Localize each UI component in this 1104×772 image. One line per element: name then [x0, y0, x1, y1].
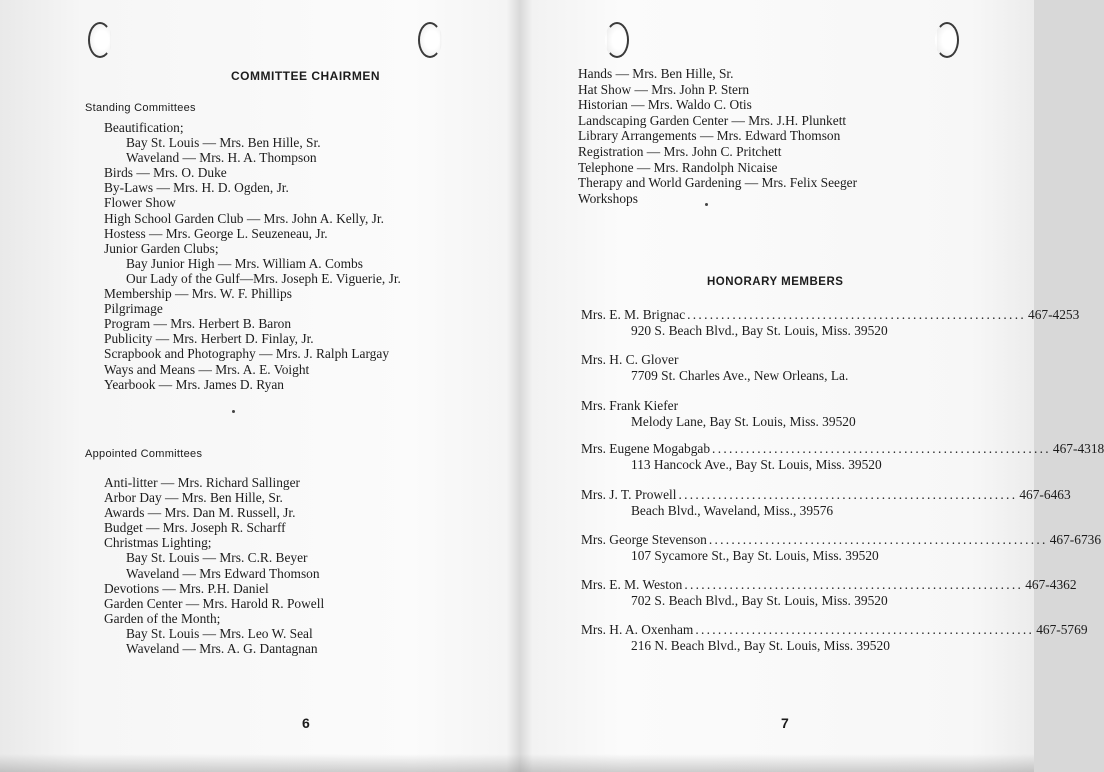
- member-name: Mrs. H. C. Glover: [581, 352, 679, 367]
- committee-line: Yearbook — Mrs. James D. Ryan: [104, 376, 284, 392]
- committee-line: Hands — Mrs. Ben Hille, Sr.: [578, 66, 734, 81]
- member-entry: [581, 307, 1080, 339]
- member-address: 920 S. Beach Blvd., Bay St. Louis, Miss. 39520: [631, 323, 888, 338]
- committee-line: Publicity — Mrs. Herbert D. Finlay, Jr.: [104, 331, 314, 347]
- committee-line: Waveland — Mrs. A. G. Dantagnan: [126, 641, 318, 657]
- committee-line: Landscaping Garden Center — Mrs. J.H. Plunkett: [578, 112, 847, 128]
- committee-line: Awards — Mrs. Dan M. Russell, Jr.: [104, 505, 296, 521]
- member-name: Mrs. George Stevenson: [581, 532, 707, 547]
- committee-line: Ways and Means — Mrs. A. E. Voight: [104, 361, 310, 377]
- dot-leader: ............................................................: [684, 577, 1024, 592]
- committee-line: Arbor Day — Mrs. Ben Hille, Sr.: [104, 490, 283, 506]
- committee-line: High School Garden Club — Mrs. John A. Kelly, Jr.: [104, 210, 384, 226]
- member-entry: [581, 441, 1104, 473]
- member-address: 702 S. Beach Blvd., Bay St. Louis, Miss. 39520: [631, 593, 888, 608]
- member-phone: 467-5769: [1036, 622, 1088, 637]
- dot-leader: ............................................................: [687, 307, 1026, 322]
- committee-line: Bay Junior High — Mrs. William A. Combs: [126, 255, 363, 271]
- committee-line: Historian — Mrs. Waldo C. Otis: [578, 97, 752, 113]
- committee-line: Registration — Mrs. John C. Pritchett: [578, 143, 782, 159]
- member-entry: [581, 532, 1102, 564]
- member-phone: 467-6463: [1019, 487, 1071, 502]
- member-phone: 467-4318: [1052, 441, 1104, 456]
- member-address: 7709 St. Charles Ave., New Orleans, La.: [631, 368, 849, 383]
- appointed-committees-list: [82, 475, 324, 656]
- member-phone: 467-4362: [1025, 577, 1077, 592]
- committee-line: Budget — Mrs. Joseph R. Scharff: [104, 520, 286, 536]
- member-name: Mrs. Frank Kiefer: [581, 398, 679, 413]
- committee-line: Therapy and World Gardening — Mrs. Felix Seeger: [578, 175, 858, 191]
- punch-hole-icon: [605, 22, 629, 58]
- committee-line: Membership — Mrs. W. F. Phillips: [104, 286, 292, 302]
- member-address: 216 N. Beach Blvd., Bay St. Louis, Miss. 39520: [631, 638, 890, 653]
- standing-committees-list: [82, 120, 401, 392]
- committee-line: Hostess — Mrs. George L. Seuzeneau, Jr.: [104, 225, 328, 241]
- dot-leader: ............................................................: [712, 441, 1051, 456]
- standing-committees-heading: Standing Committees: [85, 102, 196, 114]
- committee-line: Bay St. Louis — Mrs. Leo W. Seal: [126, 625, 313, 641]
- honorary-members-heading: HONORARY MEMBERS: [707, 276, 844, 288]
- punch-hole-icon: [418, 22, 442, 58]
- right-page: [517, 0, 1034, 772]
- member-address: 113 Hancock Ave., Bay St. Louis, Miss. 39520: [631, 457, 882, 472]
- member-name: Mrs. Eugene Mogabgab: [581, 441, 711, 456]
- committee-line: Workshops: [578, 190, 638, 206]
- committee-line: Telephone — Mrs. Randolph Nicaise: [578, 159, 778, 175]
- member-entry: [581, 352, 983, 384]
- committee-line: Bay St. Louis — Mrs. Ben Hille, Sr.: [126, 135, 321, 151]
- member-entry: [581, 622, 1088, 654]
- page-number: 7: [781, 715, 789, 731]
- committee-line: Junior Garden Clubs;: [104, 240, 219, 256]
- dot-leader: ............................................................: [678, 487, 1018, 502]
- page-title: COMMITTEE CHAIRMEN: [231, 69, 380, 83]
- member-name: Mrs. J. T. Prowell: [581, 487, 677, 502]
- committee-line: Pilgrimage: [104, 301, 163, 317]
- member-address: 107 Sycamore St., Bay St. Louis, Miss. 39520: [631, 548, 879, 563]
- committees-continued-list: [578, 66, 857, 206]
- committee-line: Devotions — Mrs. P.H. Daniel: [104, 580, 269, 596]
- committee-line: Waveland — Mrs Edward Thomson: [126, 565, 320, 581]
- committee-line: Garden of the Month;: [104, 610, 221, 626]
- committee-line: Birds — Mrs. O. Duke: [104, 165, 227, 181]
- ink-speck: [232, 410, 235, 413]
- member-entry: [581, 487, 1071, 519]
- ink-speck: [705, 203, 708, 206]
- committee-line: Bay St. Louis — Mrs. C.R. Beyer: [126, 550, 308, 566]
- member-phone: 467-6736: [1049, 532, 1102, 547]
- committee-line: By-Laws — Mrs. H. D. Ogden, Jr.: [104, 180, 289, 196]
- committee-line: Our Lady of the Gulf—Mrs. Joseph E. Viguerie, Jr.: [126, 270, 401, 286]
- member-entry: [581, 577, 1077, 609]
- member-address: Beach Blvd., Waveland, Miss., 39576: [631, 503, 834, 518]
- dot-leader: ............................................................: [708, 532, 1048, 547]
- committee-line: Garden Center — Mrs. Harold R. Powell: [104, 595, 325, 611]
- member-name: Mrs. H. A. Oxenham: [581, 622, 694, 637]
- member-address: Melody Lane, Bay St. Louis, Miss. 39520: [631, 414, 856, 429]
- dot-leader: ............................................................: [695, 622, 1035, 637]
- committee-line: Flower Show: [104, 195, 176, 211]
- punch-hole-icon: [88, 22, 112, 58]
- member-phone: 467-4253: [1028, 307, 1080, 322]
- left-page: [0, 0, 515, 772]
- committee-line: Anti-litter — Mrs. Richard Sallinger: [104, 475, 300, 490]
- committee-line: Program — Mrs. Herbert B. Baron: [104, 316, 292, 332]
- page-number: 6: [302, 715, 310, 731]
- appointed-committees-heading: Appointed Committees: [85, 448, 203, 460]
- committee-line: Hat Show — Mrs. John P. Stern: [578, 81, 750, 97]
- committee-line: Library Arrangements — Mrs. Edward Thomson: [578, 128, 841, 144]
- committee-line: Beautification;: [104, 120, 184, 135]
- page-shadow: [0, 754, 1034, 772]
- committee-line: Scrapbook and Photography — Mrs. J. Ralph Largay: [104, 346, 390, 362]
- member-entry: [581, 398, 983, 430]
- punch-hole-icon: [935, 22, 959, 58]
- committee-line: Christmas Lighting;: [104, 535, 212, 551]
- committee-line: Waveland — Mrs. H. A. Thompson: [126, 150, 317, 166]
- member-name: Mrs. E. M. Brignac: [581, 307, 686, 322]
- member-name: Mrs. E. M. Weston: [581, 577, 683, 592]
